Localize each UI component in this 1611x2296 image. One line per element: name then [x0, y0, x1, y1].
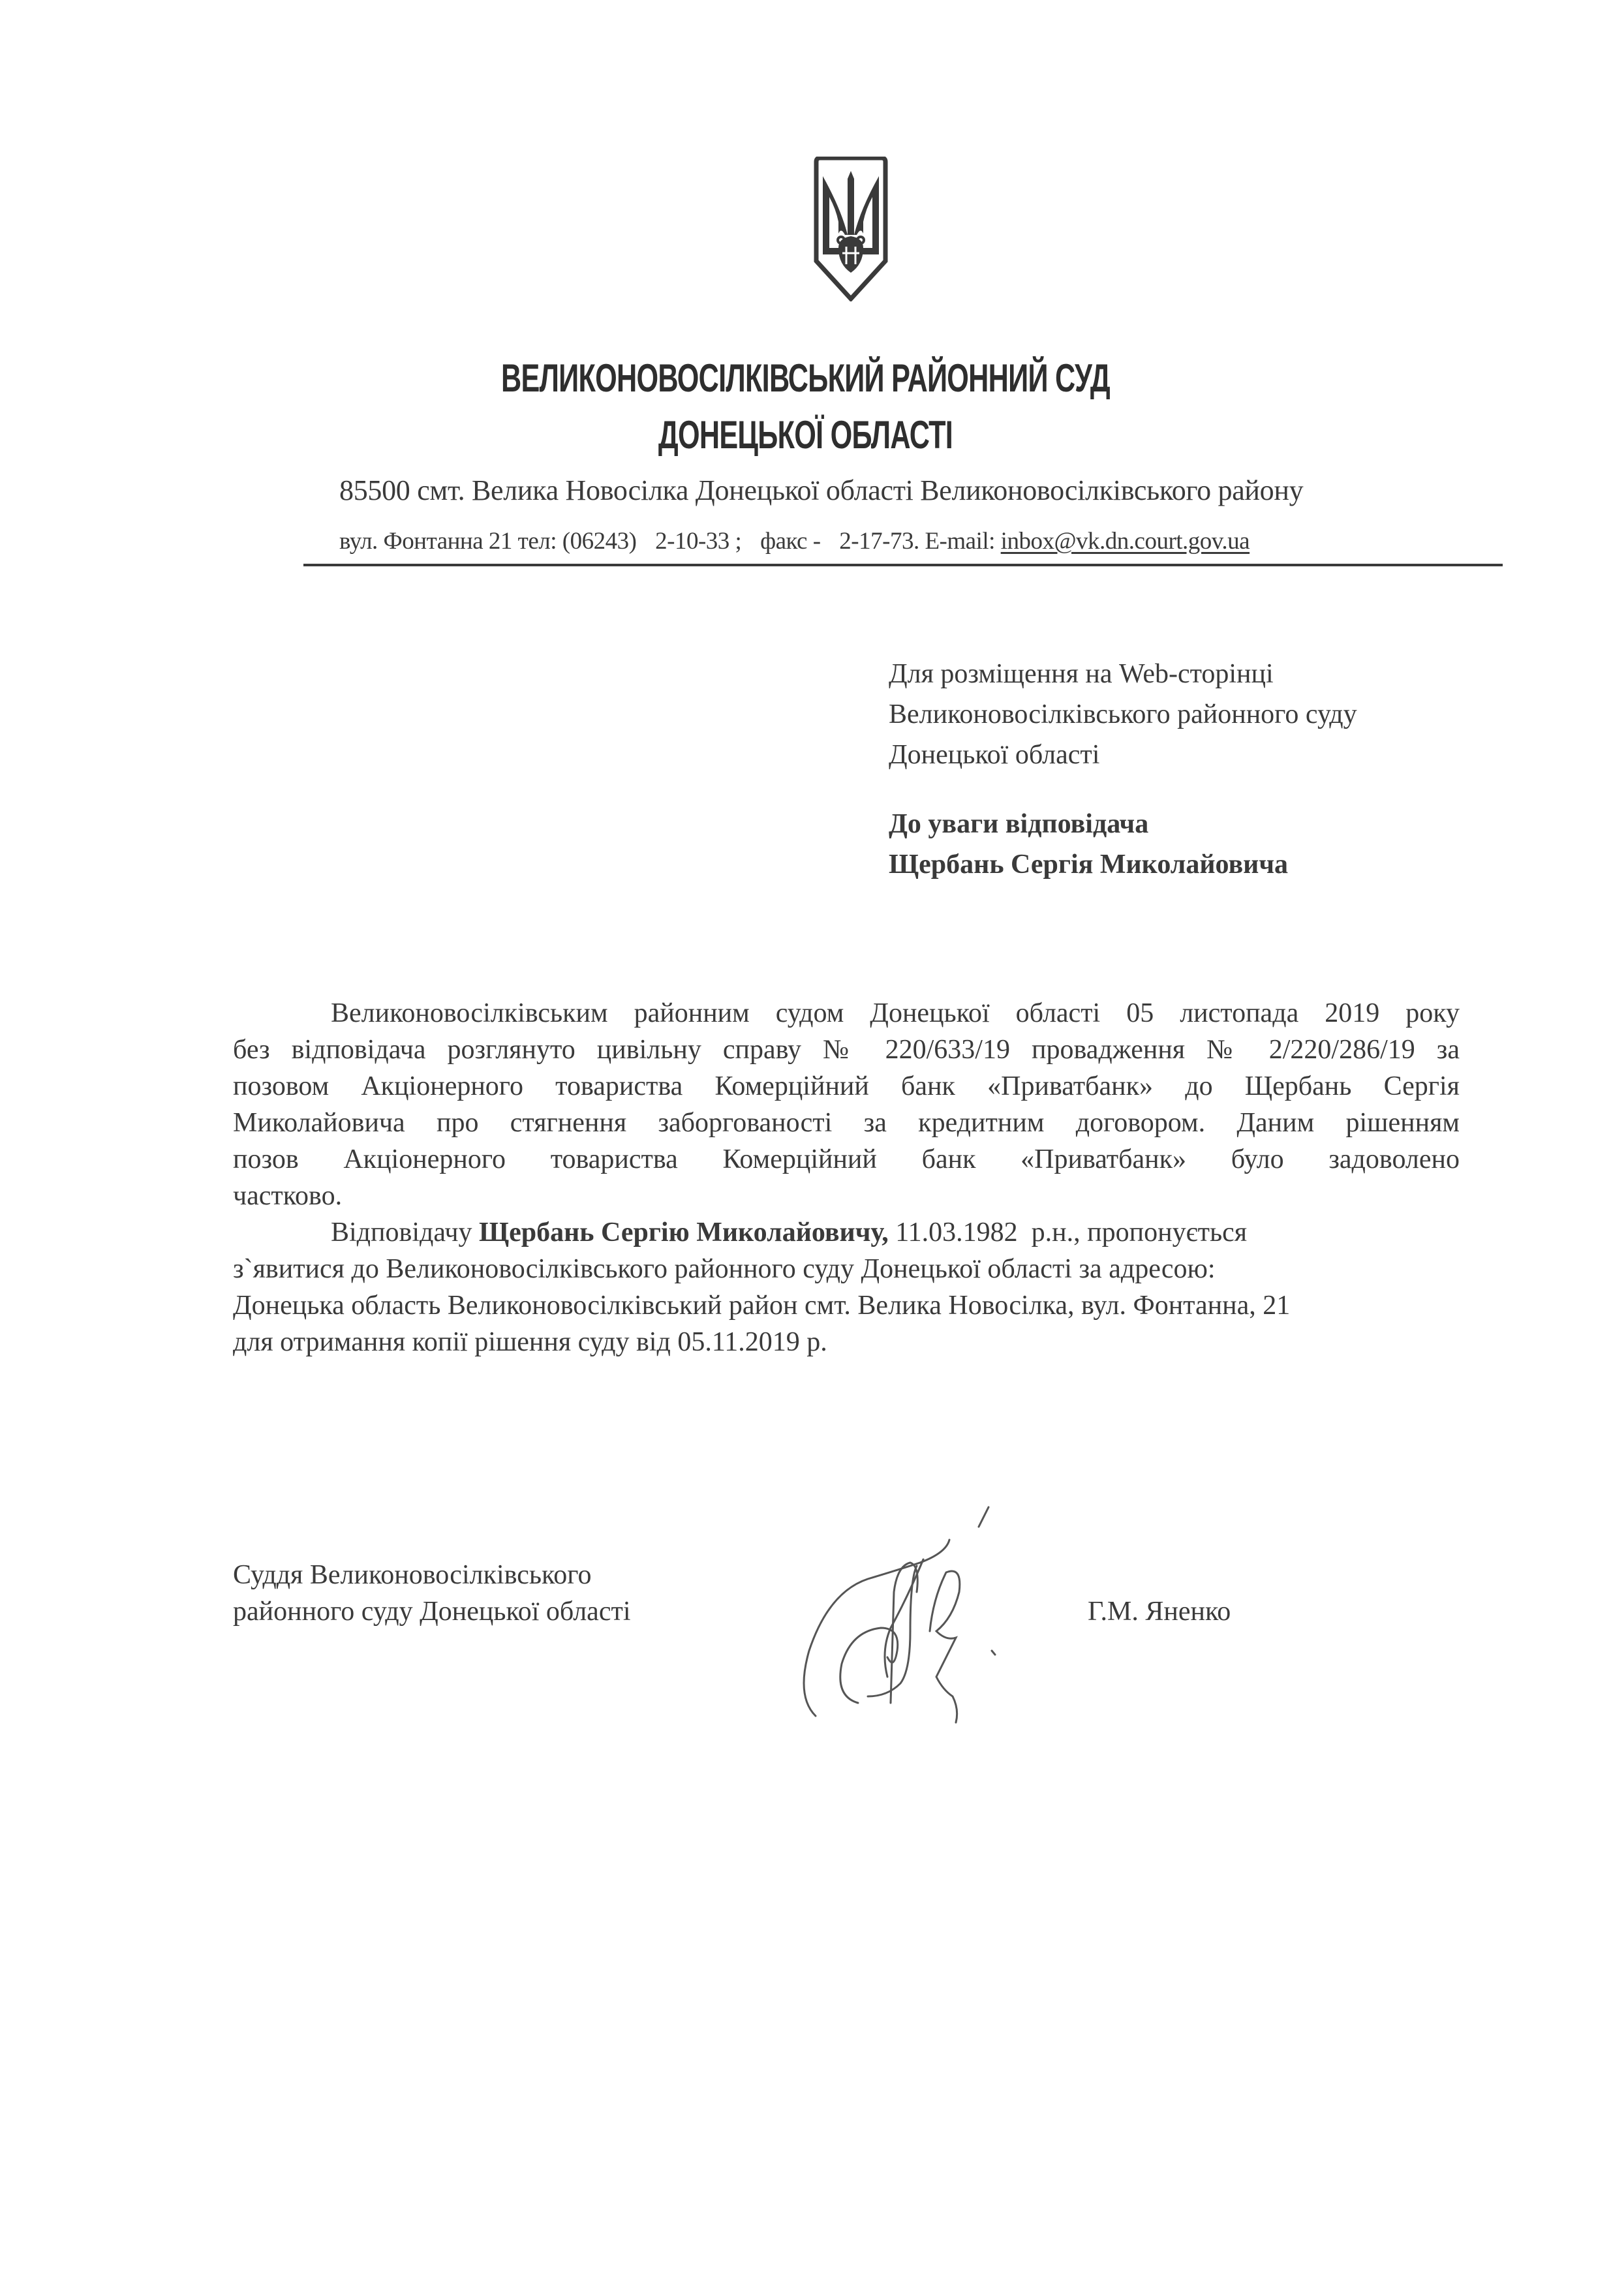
paragraph-line: Миколайовича про стягнення заборгованості за кредитним договором. Даним рішенням — [233, 1108, 1460, 1138]
attention-block — [889, 804, 1288, 885]
coat-of-arms-icon — [812, 157, 889, 301]
birth-date: 11.03.1982 — [895, 1217, 1018, 1247]
paragraph-line: для отримання копії рішення суду від 05.11.2019 р. — [233, 1327, 827, 1357]
fax-number: 2-17-73. — [839, 528, 919, 555]
paragraph-line: позов Акціонерного товариства Комерційний банк «Приватбанк» було задоволено — [233, 1144, 1460, 1174]
court-contacts — [339, 527, 1250, 557]
email-label: E-mail: — [925, 528, 995, 555]
summons-paragraph — [233, 1214, 1427, 1360]
email-link[interactable]: inbox@vk.dn.court.gov.ua — [1000, 528, 1250, 555]
defendant-name: Щербань Сергія Миколайовича — [889, 850, 1289, 880]
web-note-line: Донецької області — [889, 740, 1100, 770]
paragraph-line: Великоновосілківським районним судом Донецької області 05 листопада 2019 року — [331, 998, 1460, 1028]
judge-title-line: Суддя Великоновосілківського — [233, 1560, 592, 1590]
lead-tail: р.н., пропонується — [1031, 1217, 1248, 1247]
decision-paragraph — [233, 995, 1460, 1214]
judge-name: Г.М. Яненко — [1088, 1597, 1231, 1627]
paragraph-line: позовом Акціонерного товариства Комерційний банк «Приватбанк» до Щербань Сергія — [233, 1071, 1460, 1101]
judge-title-line: районного суду Донецької області — [233, 1597, 631, 1627]
handwritten-signature-icon — [790, 1501, 1011, 1736]
paragraph-line: без відповідача розглянуто цивільну справу № 220/633/19 провадження № 2/220/286/19 за — [233, 1035, 1460, 1065]
defendant-name-inline: Щербань Сергію Миколайовичу, — [478, 1217, 889, 1247]
header-divider — [303, 564, 1503, 566]
web-note-line: Для розміщення на Web-сторінці — [889, 659, 1274, 689]
court-name-line1: ВЕЛИКОНОВОСІЛКІВСЬКИЙ РАЙОННИЙ СУД — [500, 356, 1110, 400]
attention-line: До уваги відповідача — [889, 809, 1149, 839]
judge-title — [233, 1557, 631, 1630]
court-name-line2: ДОНЕЦЬКОЇ ОБЛАСТІ — [658, 413, 953, 457]
paragraph-line — [233, 1214, 1427, 1251]
phone-code: (06243) — [562, 528, 637, 555]
fax-label: факс - — [760, 528, 821, 555]
web-publication-note — [889, 654, 1357, 775]
phone-label: тел: — [517, 528, 557, 555]
lead-text: Відповідачу — [331, 1217, 472, 1247]
court-address: 85500 смт. Велика Новосілка Донецької області Великоновосілківського району — [339, 474, 1304, 506]
street: вул. Фонтанна 21 — [339, 528, 512, 555]
paragraph-line: Донецька область Великоновосілківський район смт. Велика Новосілка, вул. Фонтанна, 21 — [233, 1291, 1291, 1321]
phone-number: 2-10-33 ; — [655, 528, 742, 555]
paragraph-line: з`явитися до Великоновосілківського районного суду Донецької області за адресою: — [233, 1254, 1216, 1284]
web-note-line: Великоновосілківського районного суду — [889, 699, 1357, 729]
paragraph-line: частково. — [233, 1181, 343, 1211]
